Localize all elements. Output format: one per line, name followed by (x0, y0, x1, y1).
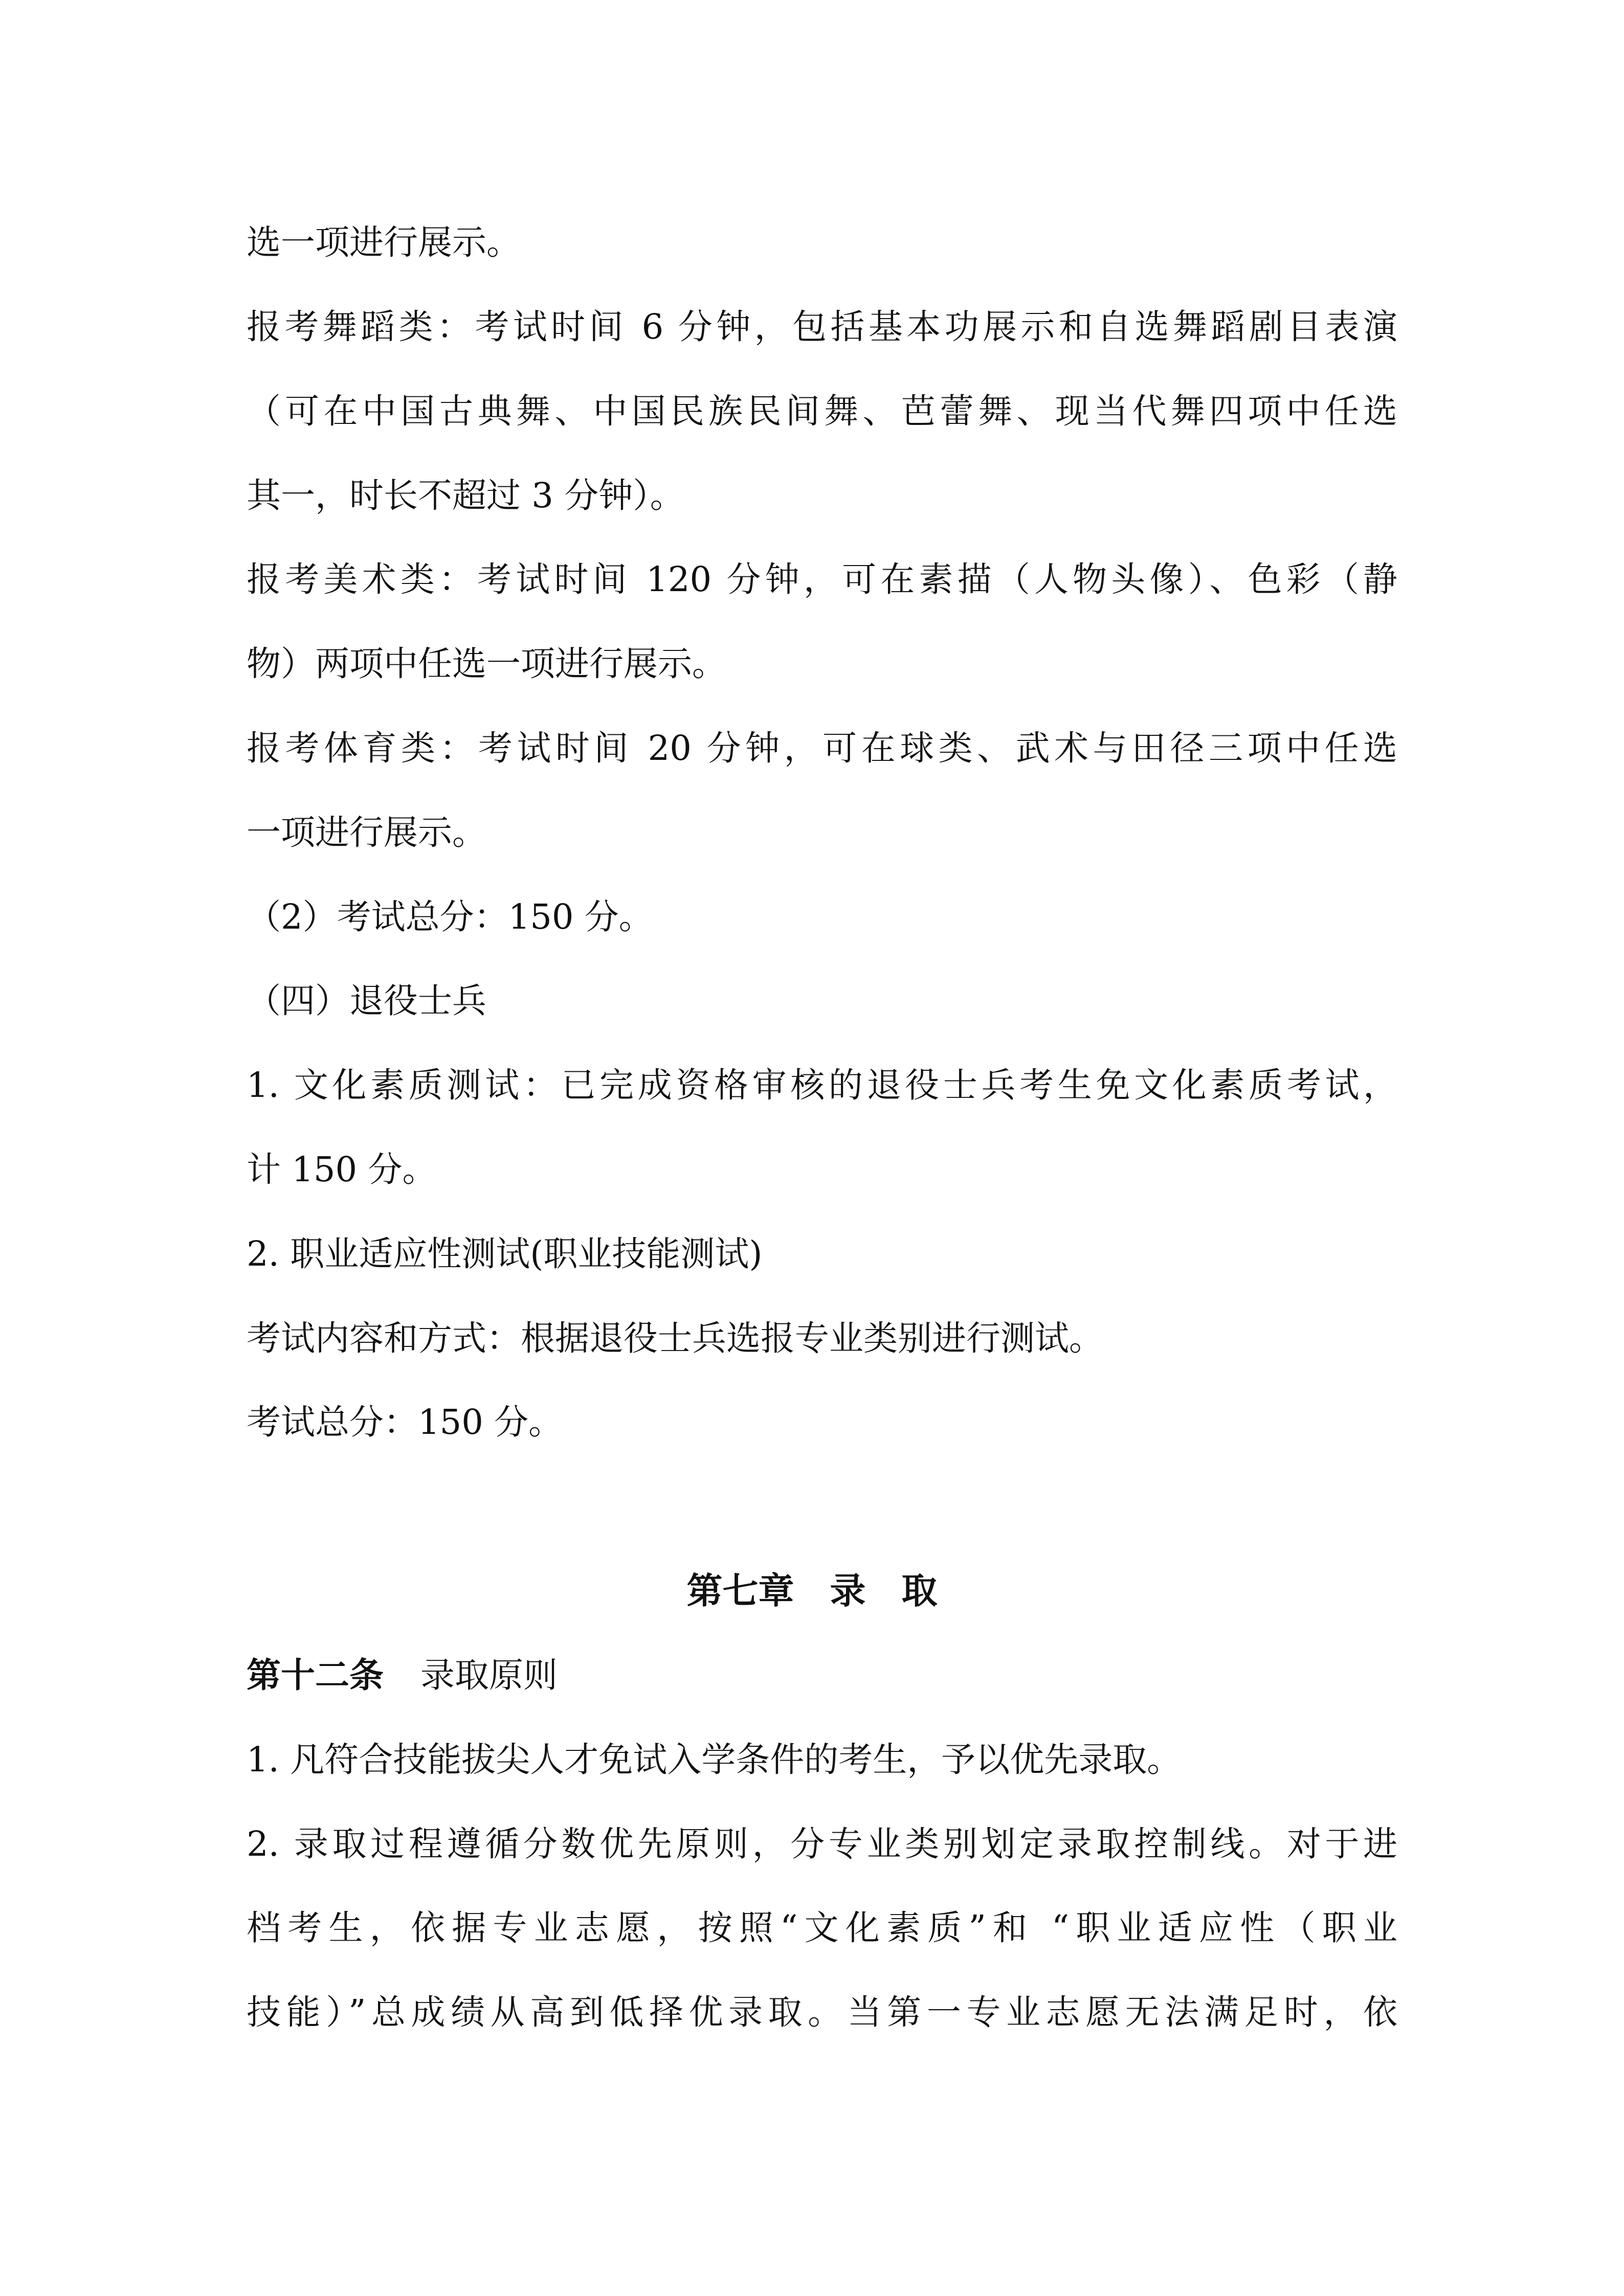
text-line: 2. 职业适应性测试(职业技能测试) (247, 1234, 763, 1274)
text-line: 考试总分：150 分。 (247, 1402, 563, 1442)
text-line: 其一，时长不超过 3 分钟）。 (247, 476, 684, 515)
text-line: 计 150 分。 (247, 1150, 437, 1189)
article-heading (247, 1651, 1397, 1700)
text-line: 报考体育类：考试时间 20 分钟，可在球类、武术与田径三项中任选 (247, 728, 1397, 768)
text-line: 1. 文化素质测试：已完成资格审核的退役士兵考生免文化素质考试， (247, 1065, 1397, 1105)
text-line: 报考美术类：考试时间 120 分钟，可在素描（人物头像）、色彩（静 (247, 559, 1397, 599)
article-title: 录取原则 (420, 1655, 558, 1695)
text-line: 选一项进行展示。 (247, 222, 521, 262)
text-line: 1. 凡符合技能拔尖人才免试入学条件的考生，予以优先录取。 (247, 1740, 1182, 1780)
text-line: （2）考试总分：150 分。 (247, 897, 653, 937)
article-label: 第十二条 (247, 1655, 384, 1695)
chapter-title: 第七章 录 取 (686, 1569, 938, 1612)
text-line: 技能）”总成绩从高到低择优录取。当第一专业志愿无法满足时，依 (247, 1992, 1397, 2032)
text-line: 一项进行展示。 (247, 813, 486, 852)
text-line: 考试内容和方式：根据退役士兵选报专业类别进行测试。 (247, 1318, 1103, 1358)
text-line: （可在中国古典舞、中国民族民间舞、芭蕾舞、现当代舞四项中任选 (247, 391, 1397, 431)
text-line: 报考舞蹈类：考试时间 6 分钟，包括基本功展示和自选舞蹈剧目表演 (247, 307, 1397, 347)
text-line: 2. 录取过程遵循分数优先原则，分专业类别划定录取控制线。对于进 (247, 1824, 1397, 1864)
text-line: （四）退役士兵 (247, 981, 486, 1021)
text-line: 物）两项中任选一项进行展示。 (247, 644, 726, 684)
text-line: 档考生，依据专业志愿，按照“文化素质”和 “职业适应性（职业 (247, 1908, 1397, 1948)
